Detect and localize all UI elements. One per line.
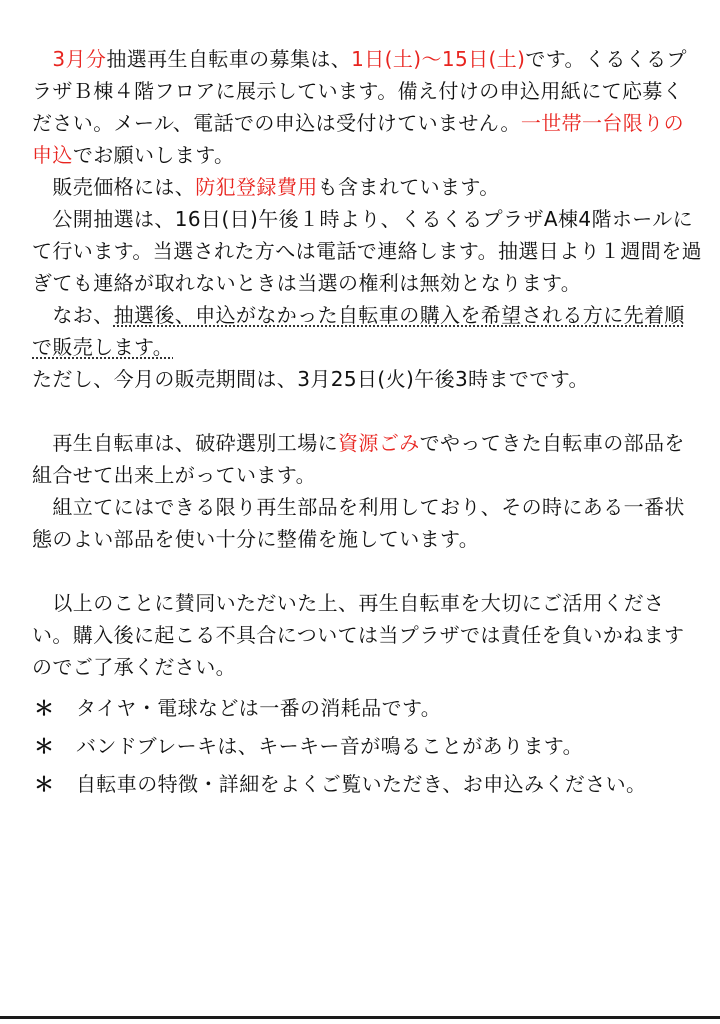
text: 抽選再生自転車の募集は、	[106, 47, 352, 71]
text: でやってきた自転車の部品を組合せて出来上がっています。	[32, 431, 685, 487]
text: 以上のことに賛同いただいた上、再生自転車を大切にご活用ください。購入後に起こる不具合については当プラザでは責任を負いかねますのでご了承ください。	[32, 591, 685, 679]
paragraph-application-period	[32, 43, 702, 171]
paragraph-price	[32, 171, 702, 203]
asterisk-icon: ＊	[34, 696, 55, 720]
asterisk-icon: ＊	[34, 734, 55, 758]
bottom-rule	[0, 1016, 720, 1019]
list-item	[32, 765, 702, 803]
list-item-text: タイヤ・電球などは一番の消耗品です。	[76, 696, 442, 720]
registration-fee-highlight: 防犯登録費用	[195, 175, 318, 199]
one-per-household-highlight: 一世帯一台限りの申込	[32, 111, 685, 167]
list-item	[32, 727, 702, 765]
asterisk-icon: ＊	[34, 772, 55, 796]
list-item-text: バンドブレーキは、キーキー音が鳴ることがあります。	[76, 734, 583, 758]
list-item	[32, 689, 702, 727]
paragraph-lottery	[32, 203, 702, 299]
text: 販売価格には、	[52, 175, 196, 199]
text: 再生自転車は、破砕選別工場に	[52, 431, 339, 455]
month-highlight: 3月分	[52, 47, 107, 71]
notes-list	[32, 689, 702, 803]
date-range-highlight: 1日(土)～15日(土)	[351, 47, 526, 71]
text: 組立てにはできる限り再生部品を利用しており、その時にある一番状態のよい部品を使い十分に整備を施しています。	[32, 495, 685, 551]
text: なお、	[52, 303, 114, 327]
paragraph-assembly	[32, 491, 702, 555]
notice-body	[32, 43, 702, 803]
first-come-underlined: 抽選後、申込がなかった自転車の購入を希望される方に先着順で販売します。	[32, 303, 685, 359]
spacer	[32, 395, 702, 427]
text: です。くるくるプラザＢ棟４階フロアに展示しています。備え付けの申込用紙にて応募ください。メール、電話での申込は受付けていません。	[32, 47, 687, 135]
spacer	[32, 555, 702, 587]
paragraph-sales-period	[32, 363, 702, 395]
text: も含まれています。	[317, 175, 500, 199]
list-item-text: 自転車の特徴・詳細をよくご覧いただき、お申込みください。	[76, 772, 647, 796]
paragraph-first-come	[32, 299, 702, 363]
paragraph-disclaimer	[32, 587, 702, 683]
text: ただし、今月の販売期間は、3月25日(火)午後3時までです。	[32, 367, 589, 391]
paragraph-recycled-bikes	[32, 427, 702, 491]
text: でお願いします。	[72, 143, 235, 167]
text: 公開抽選は、16日(日)午後１時より、くるくるプラザA棟4階ホールにて行います。当選された方へは電話で連絡します。抽選日より１週間を過ぎても連絡が取れないときは当選の権利は無効となります。	[32, 207, 702, 295]
resource-garbage-highlight: 資源ごみ	[338, 431, 420, 455]
